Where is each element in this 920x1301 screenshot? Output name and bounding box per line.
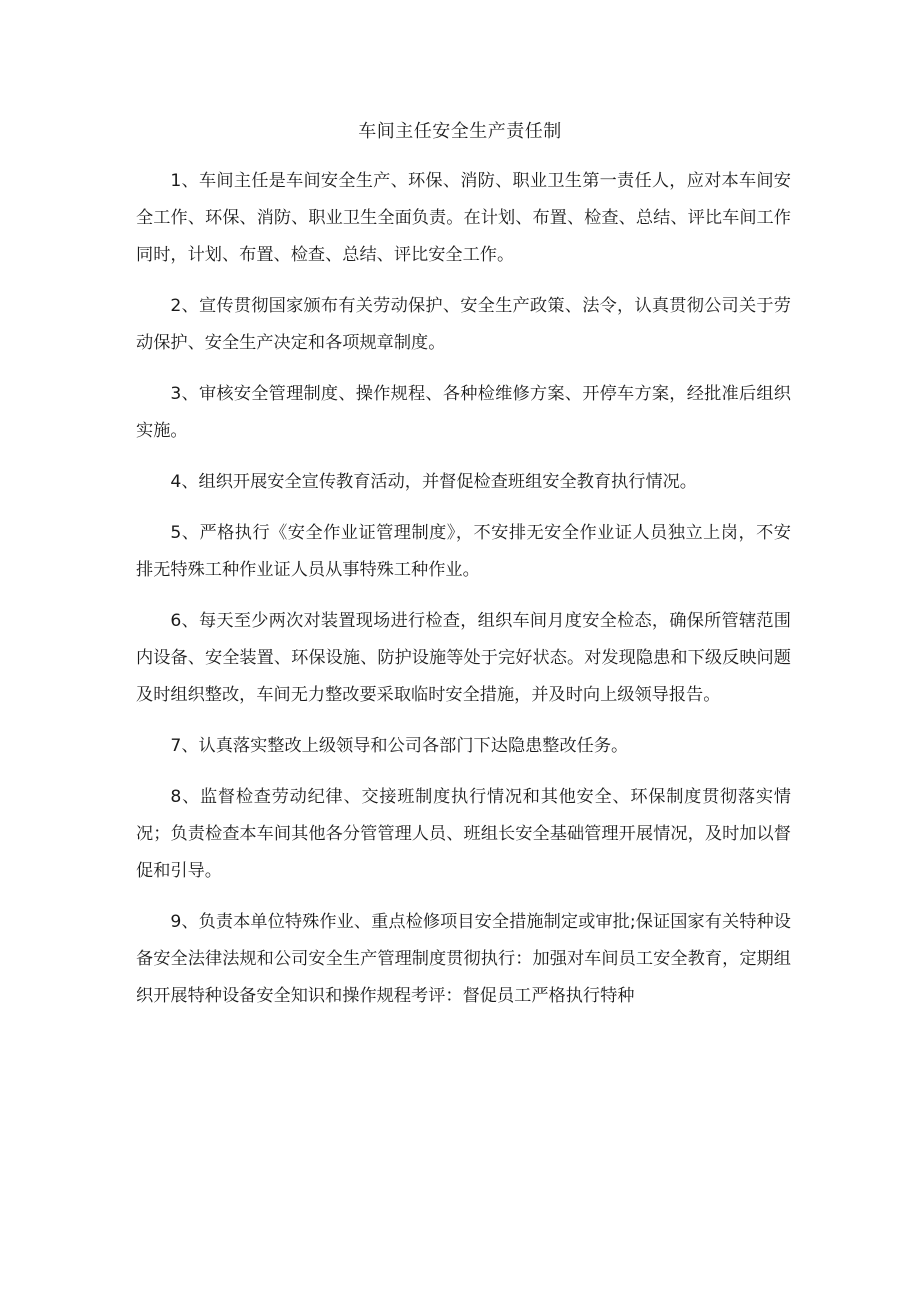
paragraph-9: 9、负责本单位特殊作业、重点检修项目安全措施制定或审批;保证国家有关特种设备安全法律法规和公司安全生产管理制度贯彻执行：加强对车间员工安全教育，定期组织开展特种设备安全知识和操作规程考评：督促员工严格执行特种 [136,912,791,1006]
paragraph-8: 8、监督检查劳动纪律、交接班制度执行情况和其他安全、环保制度贯彻落实情况；负责检查本车间其他各分管管理人员、班组长安全基础管理开展情况，及时加以督促和引导。 [136,787,791,881]
paragraph-1: 1、车间主任是车间安全生产、环保、消防、职业卫生第一责任人，应对本车间安全工作、环保、消防、职业卫生全面负责。在计划、布置、检查、总结、评比车间工作同时，计划、布置、检查、总结、评比安全工作。 [136,171,791,265]
paragraph-6: 6、每天至少两次对装置现场进行检查，组织车间月度安全检态，确保所管辖范围内设备、安全装置、环保设施、防护设施等处于完好状态。对发现隐患和下级反映问题及时组织整改，车间无力整改要采取临时安全措施，并及时向上级领导报告。 [136,611,791,705]
paragraph-2: 2、宣传贯彻国家颁布有关劳动保护、安全生产政策、法令，认真贯彻公司关于劳动保护、安全生产决定和各项规章制度。 [136,296,791,353]
paragraph-5: 5、严格执行《安全作业证管理制度》，不安排无安全作业证人员独立上岗，不安排无特殊工种作业证人员从事特殊工种作业。 [136,523,791,580]
paragraph-7: 7、认真落实整改上级领导和公司各部门下达隐患整改任务。 [170,736,629,756]
paragraph-4: 4、组织开展安全宣传教育活动，并督促检查班组安全教育执行情况。 [170,472,697,492]
paragraph-3: 3、审核安全管理制度、操作规程、各种检维修方案、开停车方案，经批准后组织实施。 [136,384,791,441]
document-title: 车间主任安全生产责任制 [358,121,562,142]
document-body [136,163,791,1029]
